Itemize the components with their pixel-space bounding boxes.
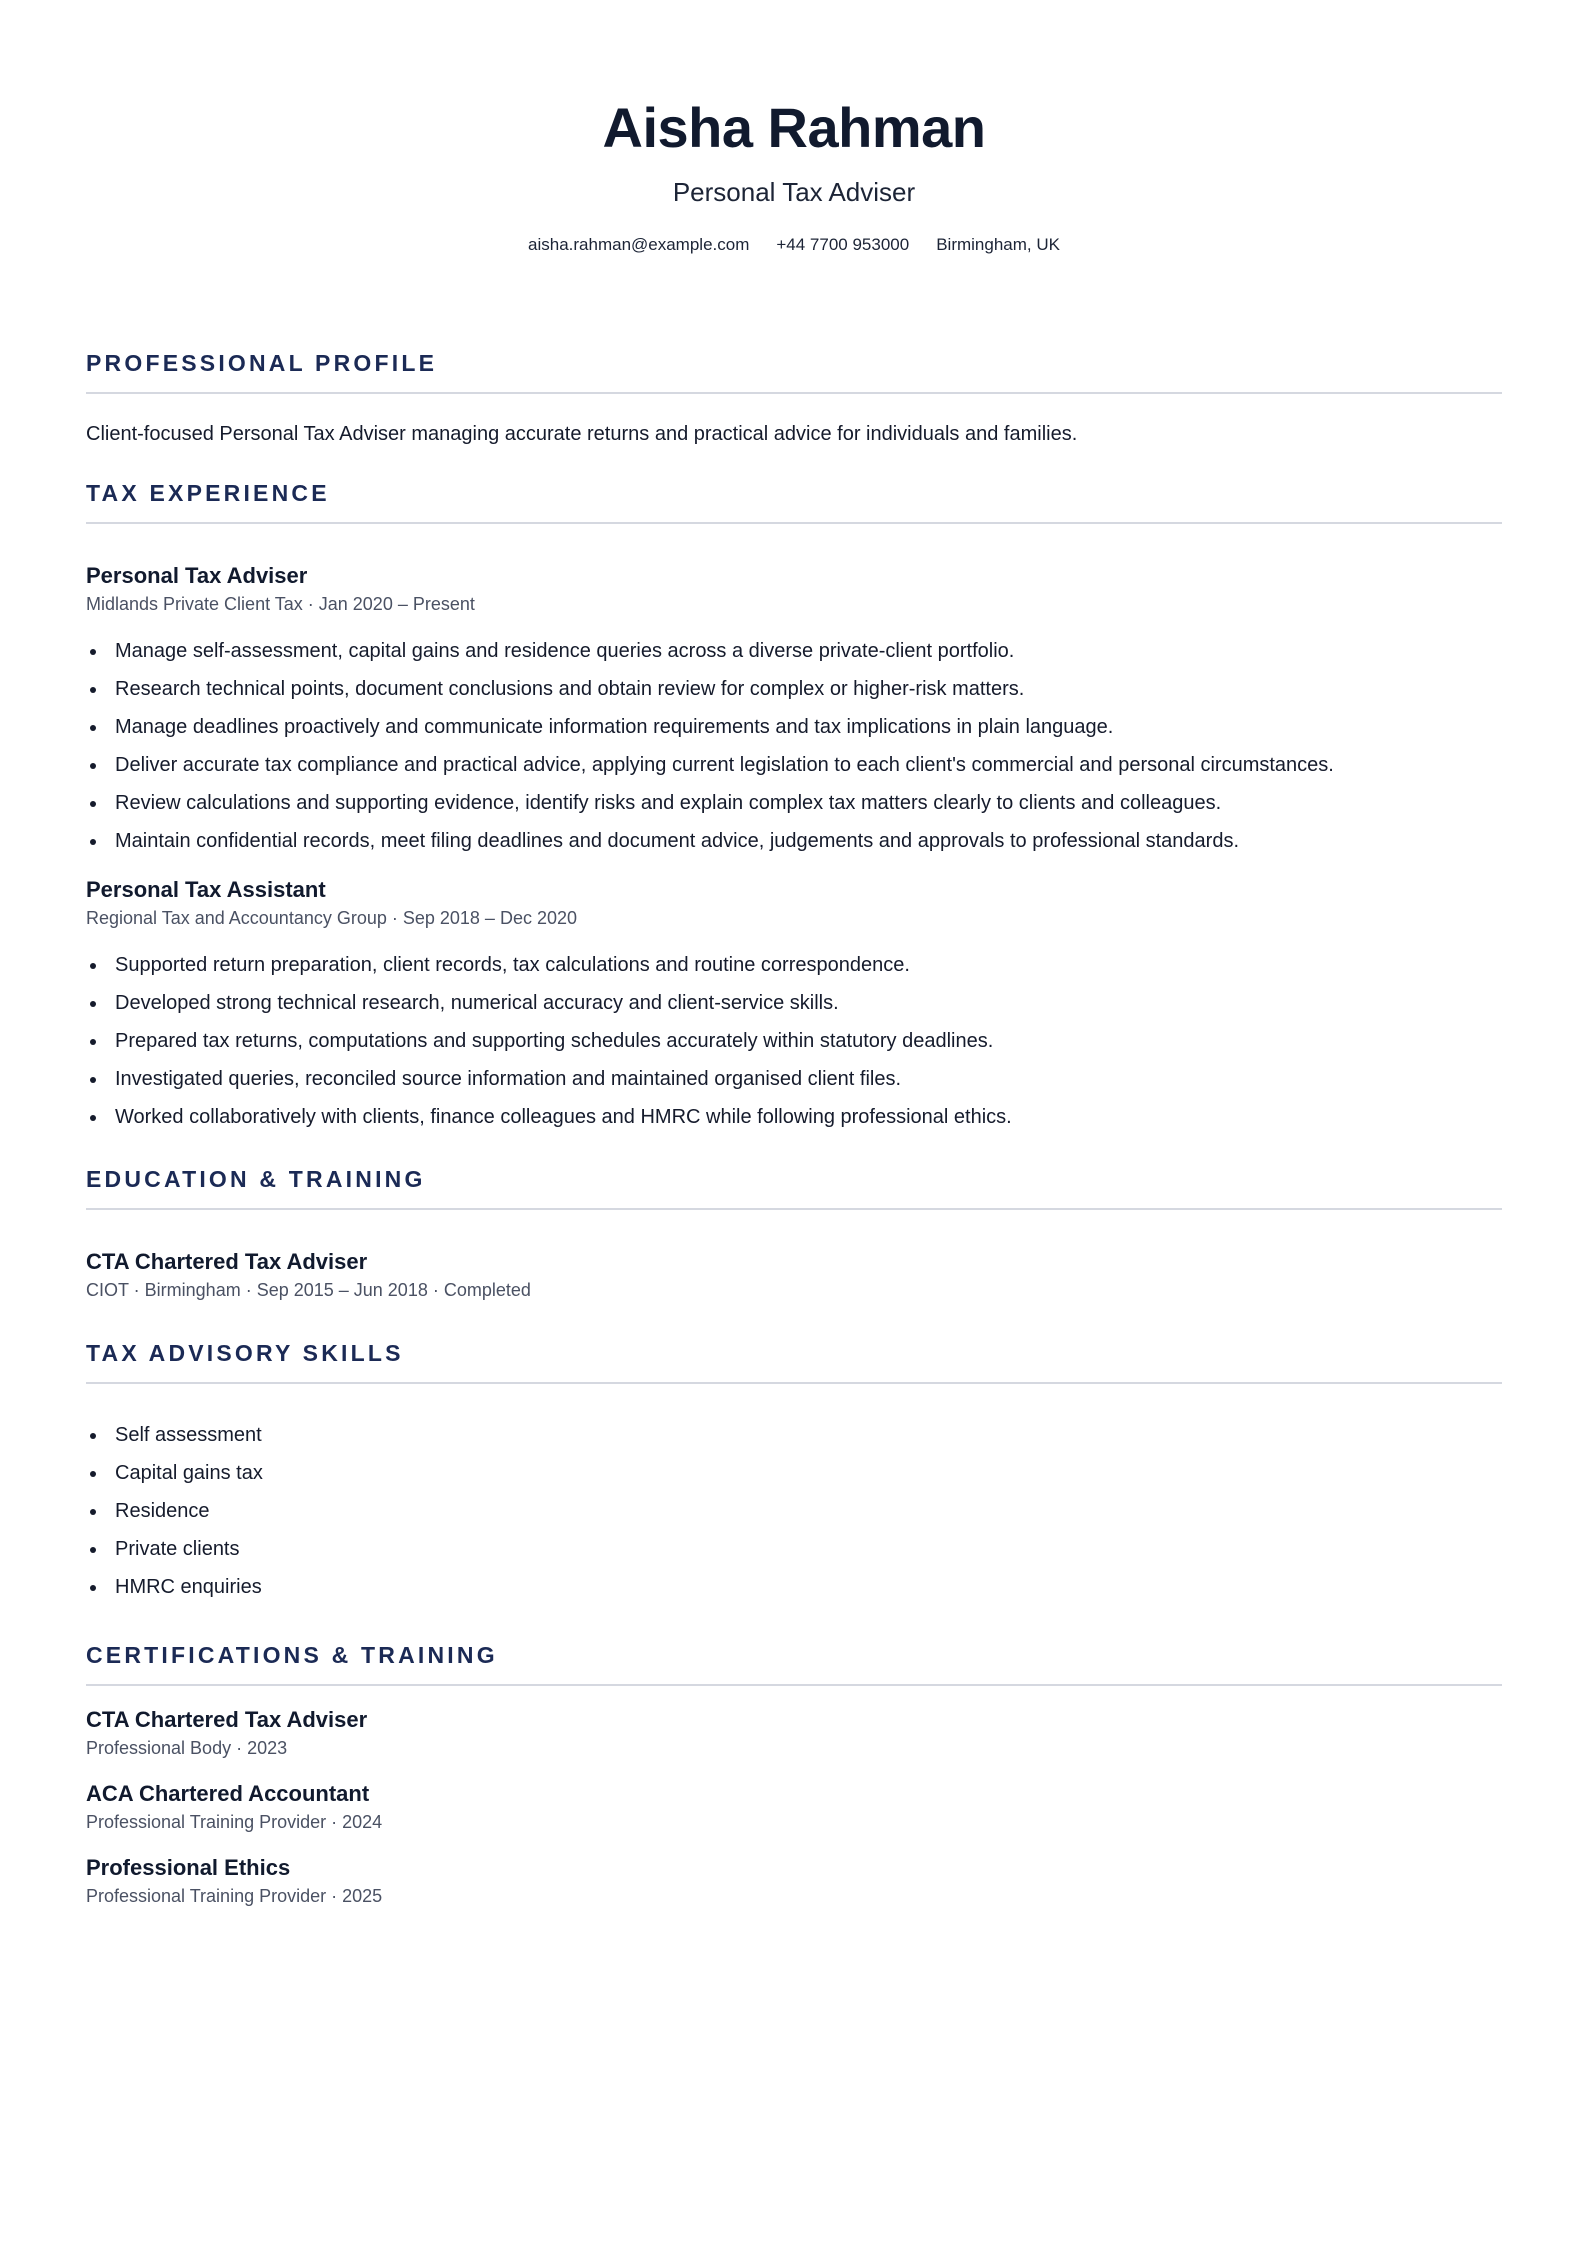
skill-item: Residence [115,1492,1502,1530]
skill-item: Private clients [115,1530,1502,1568]
job-entry [86,876,1502,1136]
job-bullet: Developed strong technical research, numerical accuracy and client-service skills. [115,984,1502,1022]
job-bullet: Supported return preparation, client records, tax calculations and routine correspondence. [115,946,1502,984]
certification-name: CTA Chartered Tax Adviser [86,1707,368,1732]
certification-entry [86,1854,1502,1908]
profile-summary: Client-focused Personal Tax Adviser managing accurate returns and practical advice for individuals and families. [86,423,1078,445]
job-bullet: Review calculations and supporting evidence, identify risks and explain complex tax matters clearly to clients and colleagues. [115,784,1502,822]
skill-item: HMRC enquiries [115,1568,1502,1606]
job-bullet: Manage self-assessment, capital gains and residence queries across a diverse private-client portfolio. [115,632,1502,670]
profile-section [86,348,1502,448]
experience-section [86,478,1502,1136]
job-bullet: Prepared tax returns, computations and supporting schedules accurately within statutory deadlines. [115,1022,1502,1060]
certification-meta: Professional Body · 2023 [86,1738,288,1758]
skills-section [86,1338,1502,1606]
section-title-education: EDUCATION & TRAINING [86,1164,1502,1210]
job-role: Personal Tax Assistant [86,877,326,902]
certification-name: ACA Chartered Accountant [86,1781,370,1806]
skill-item: Capital gains tax [115,1454,1502,1492]
contact-email: aisha.rahman@example.com [528,235,750,254]
contact-location: Birmingham, UK [936,235,1060,254]
education-meta: CIOT · Birmingham · Sep 2015 – Jun 2018 · Completed [86,1280,531,1300]
job-entry [86,562,1502,860]
job-bullet: Deliver accurate tax compliance and practical advice, applying current legislation to each client's commercial and personal circumstances. [115,746,1502,784]
job-meta: Regional Tax and Accountancy Group · Sep 2018 – Dec 2020 [86,908,578,928]
education-entry [86,1248,1502,1302]
education-name: CTA Chartered Tax Adviser [86,1249,368,1274]
candidate-headline: Personal Tax Adviser [672,177,916,207]
section-title-experience: TAX EXPERIENCE [86,478,1502,524]
section-title-certifications: CERTIFICATIONS & TRAINING [86,1640,1502,1686]
contact-line [86,234,1502,256]
job-meta: Midlands Private Client Tax · Jan 2020 – Present [86,594,475,614]
section-title-skills: TAX ADVISORY SKILLS [86,1338,1502,1384]
job-bullet: Worked collaboratively with clients, finance colleagues and HMRC while following professional ethics. [115,1098,1502,1136]
certification-meta: Professional Training Provider · 2024 [86,1812,383,1832]
certification-meta: Professional Training Provider · 2025 [86,1886,383,1906]
job-bullets [86,946,1502,1136]
certification-entry [86,1706,1502,1760]
job-bullets [86,632,1502,860]
candidate-name: Aisha Rahman [602,96,986,159]
certification-entry [86,1780,1502,1834]
job-bullet: Investigated queries, reconciled source information and maintained organised client files. [115,1060,1502,1098]
resume-header [86,0,1502,256]
certification-name: Professional Ethics [86,1855,291,1880]
job-role: Personal Tax Adviser [86,563,308,588]
skills-list [86,1416,1502,1606]
job-bullet: Maintain confidential records, meet filing deadlines and document advice, judgements and approvals to professional standards. [115,822,1502,860]
section-title-profile: PROFESSIONAL PROFILE [86,348,1502,394]
job-bullet: Manage deadlines proactively and communicate information requirements and tax implications in plain language. [115,708,1502,746]
education-section [86,1164,1502,1302]
skill-item: Self assessment [115,1416,1502,1454]
job-bullet: Research technical points, document conclusions and obtain review for complex or higher-risk matters. [115,670,1502,708]
certifications-section [86,1640,1502,1908]
contact-phone: +44 7700 953000 [776,235,910,254]
